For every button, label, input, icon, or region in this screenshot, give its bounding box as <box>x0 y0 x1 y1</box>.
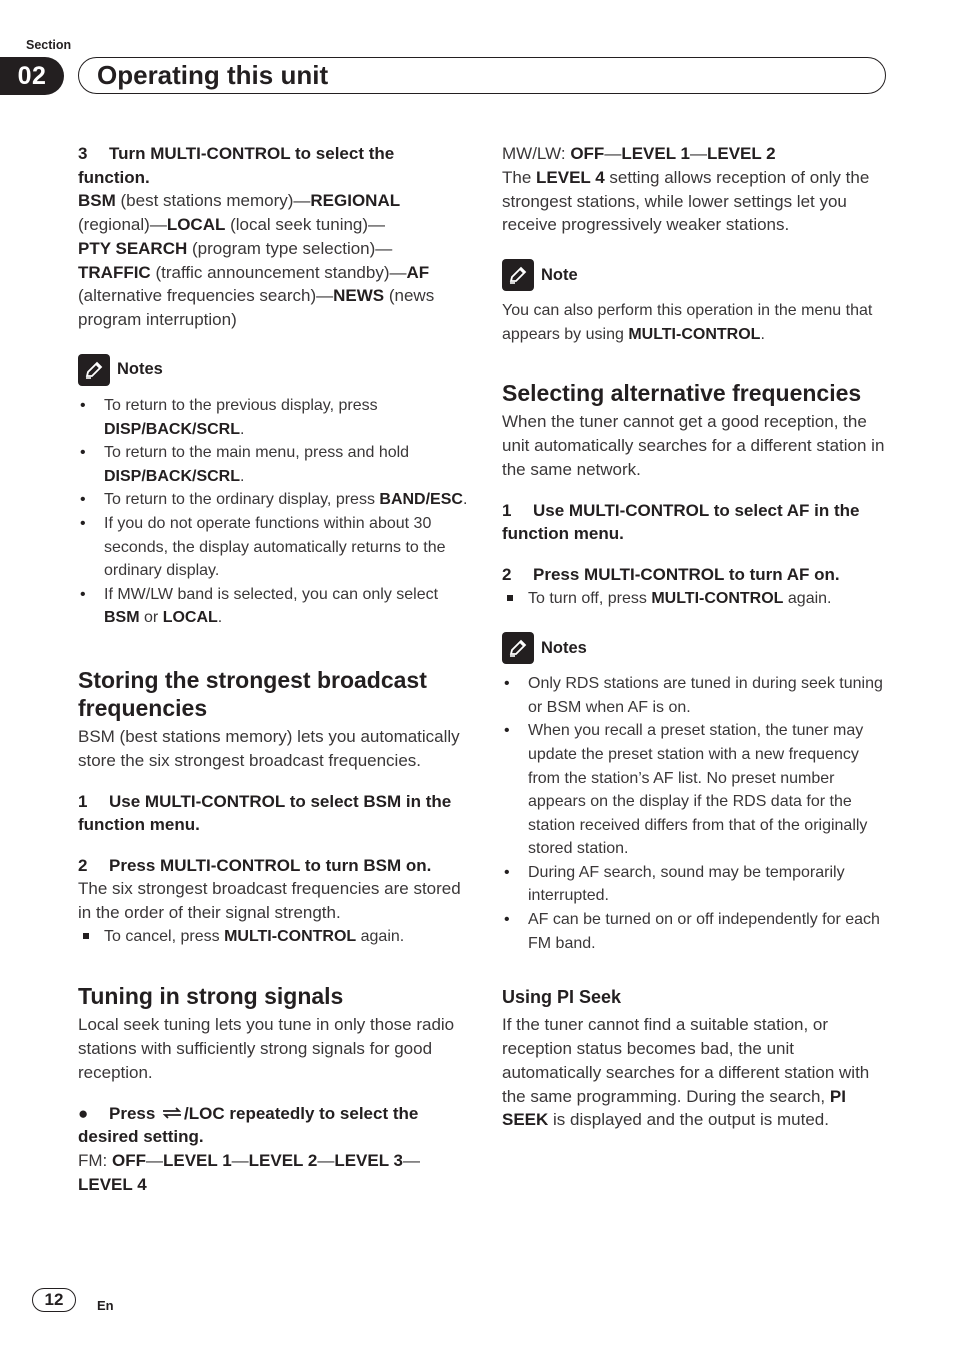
list-item: • During AF search, sound may be temporarily interrupted. <box>502 861 892 908</box>
list-item: • To return to the previous display, press DISP/BACK/SCRL. <box>78 394 468 441</box>
tuning-heading: Tuning in strong signals <box>78 983 344 1010</box>
loc-button-icon <box>160 1106 184 1120</box>
page-number: 12 <box>32 1288 76 1312</box>
left-column <box>78 142 468 1197</box>
af-step-2: 2 Press MULTI-CONTROL to turn AF on. <box>502 564 840 584</box>
af-intro: When the tuner cannot get a good reception, the unit automatically searches for a different station in the same network. <box>502 412 885 479</box>
bsm-step-2-body: The six strongest broadcast frequencies are stored in the order of their signal strength. <box>78 879 461 923</box>
section-number: 02 <box>0 57 64 95</box>
af-off-note: To turn off, press MULTI-CONTROL again. <box>502 587 892 611</box>
pencil-icon <box>502 632 534 664</box>
list-item: • If MW/LW band is selected, you can only select BSM or LOCAL. <box>78 583 468 630</box>
list-item: • To return to the ordinary display, press BAND/ESC. <box>78 488 468 512</box>
af-heading: Selecting alternative frequencies <box>502 380 862 407</box>
mw-levels: MW/LW: OFF—LEVEL 1—LEVEL 2 <box>502 144 776 163</box>
bsm-cancel-note: To cancel, press MULTI-CONTROL again. <box>78 925 468 949</box>
pencil-icon <box>502 259 534 291</box>
af-step-1: 1 Use MULTI-CONTROL to select AF in the function menu. <box>502 500 860 544</box>
level4-description: The LEVEL 4 setting allows reception of only the strongest stations, while lower settings let you receive progressively weaker stations. <box>502 167 870 235</box>
press-loc-step: ● Press /LOC repeatedly to select the desired setting. <box>78 1103 419 1147</box>
language-label: En <box>97 1298 114 1313</box>
notes-list <box>78 394 468 630</box>
bsm-heading: Storing the strongest broadcast frequencies <box>78 666 427 721</box>
list-item: • Only RDS stations are tuned in during seek tuning or BSM when AF is on. <box>502 672 892 719</box>
bsm-step-2: 2 Press MULTI-CONTROL to turn BSM on. <box>78 855 432 875</box>
fm-levels: FM: OFF—LEVEL 1—LEVEL 2—LEVEL 3— LEVEL 4 <box>78 1151 420 1194</box>
right-column <box>502 142 892 1132</box>
bsm-step-1: 1 Use MULTI-CONTROL to select BSM in the function menu. <box>78 791 452 835</box>
af-notes-heading: Notes <box>502 632 892 664</box>
page-title: Operating this unit <box>97 60 329 90</box>
pencil-icon <box>78 354 110 386</box>
page-title-box <box>78 57 886 94</box>
step-3: 3 Turn MULTI-CONTROL to select the function. <box>78 144 395 187</box>
bsm-intro: BSM (best stations memory) lets you automatically store the six strongest broadcast frequencies. <box>78 726 460 770</box>
bullet-dot: ● <box>78 1103 89 1123</box>
af-notes-list <box>502 672 892 955</box>
note-text: You can also perform this operation in the menu that appears by using MULTI-CONTROL. <box>502 302 873 343</box>
list-item: • If you do not operate functions within about 30 seconds, the display automatically returns to the ordinary display. <box>78 512 468 583</box>
section-label: Section <box>26 38 72 52</box>
notes-heading: Notes <box>78 354 468 386</box>
pi-seek-heading: Using PI Seek <box>502 987 622 1008</box>
function-list: BSM (best stations memory)—REGIONAL (regional)—LOCAL (local seek tuning)— PTY SEARCH (program type selection)— TRAFFIC (traffic announcement standby)—AF (alternative frequencies search)—NEWS (news program interruption) <box>78 191 435 330</box>
tuning-intro: Local seek tuning lets you tune in only those radio stations with sufficiently strong signals for good reception. <box>78 1015 455 1083</box>
pi-seek-text: If the tuner cannot find a suitable station, or reception status becomes bad, the unit automatically searches for a different station with the same programming. During the search, PI SEEK is displayed and the output is muted. <box>502 1015 870 1130</box>
list-item: • When you recall a preset station, the tuner may update the preset station with a new frequency from the station’s AF list. No preset number appears on the display if the RDS data for the station received differs from that of the originally stored station. <box>502 719 892 861</box>
note-heading: Note <box>502 259 892 291</box>
list-item: • AF can be turned on or off independently for each FM band. <box>502 908 892 955</box>
list-item: • To return to the main menu, press and hold DISP/BACK/SCRL. <box>78 441 468 488</box>
